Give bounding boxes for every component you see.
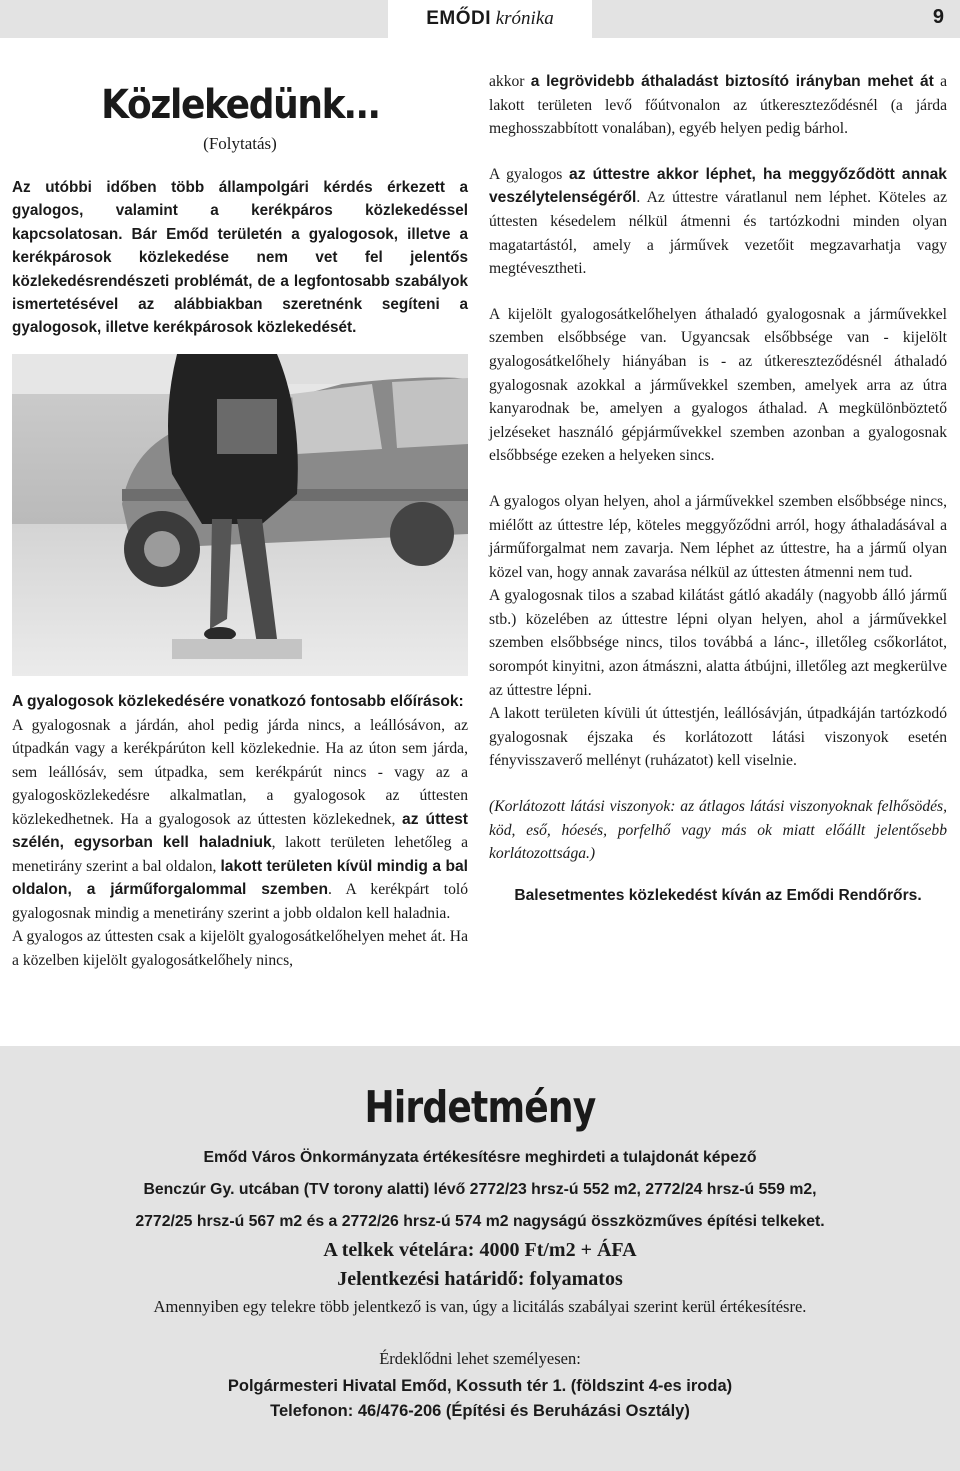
text-run: A gyalogos <box>489 165 570 183</box>
right-paragraph-6: A lakott területen kívüli út úttestjén, leállósávján, útpadkáján tartózkodó gyalogosnak éjszaka és korlátozott látási viszonyok esetén fényvisszaverő mellényt (ruházatot) kell viselnie. <box>489 705 947 770</box>
pedestrian-photo-graphic <box>12 354 468 676</box>
notice-price: A telkek vételára: 4000 Ft/m2 + ÁFA <box>323 1239 637 1261</box>
header-bar-right <box>592 0 960 38</box>
right-paragraph-5: A gyalogosnak tilos a szabad kilátást gátló akadály (nagyobb álló jármű stb.) közelében az úttestre lépni olyan helyen, ahol a járművekkel szemben elsőbbsége nincs, tilos továbbá a lánc-, illetőleg csőkorlátot, sorompót kinyitni, azon átmászni, alatta átbújni, illetőleg azt megkerülve az úttestre lépni. <box>489 587 947 699</box>
pedestrian-photo <box>12 354 468 676</box>
text-run: . A kerékpárt toló gyalogosnak mindig a menetirány szerint a jobb oldalon kell haladnia. <box>12 881 469 922</box>
notice-deadline: Jelentkezési határidő: folyamatos <box>337 1268 623 1290</box>
text-run: akkor <box>489 73 531 90</box>
notice-address: Polgármesteri Hivatal Emőd, Kossuth tér 1. (földszint 4-es iroda) <box>227 1377 733 1395</box>
rules-heading: A gyalogosok közlekedésére vonatkozó fontosabb előírások: <box>12 693 464 710</box>
bold-run: az úttest szélén, egysorban kell haladniuk <box>12 810 468 851</box>
right-paragraph-3: A kijelölt gyalogosátkelőhelyen áthaladó gyalogosnak a járművekkel szemben elsőbbsége van. Ugyancsak elsőbbsége van - kijelölt gyalogosátkelőhely hiányában is - az útkereszteződésnél áthaladó gyalogosnak azokkal a járművekkel szemben, amelyek arra az útra kanyarodnak be, amelyen a gyalogos áthalad. A megkülönböztető jelzéseket használó gépjárművekkel szemben azonban a gyalogosnak elsőbbsége ezeken a helyeken sincs. <box>489 305 947 465</box>
rules-paragraph-2: A gyalogos az úttesten csak a kijelölt gyalogosátkelőhelyen mehet át. Ha a közelben kijelölt gyalogosátkelőhely nincs, <box>12 928 468 969</box>
left-column-body <box>12 690 468 972</box>
right-paragraph-4: A gyalogos olyan helyen, ahol a járművekkel szemben elsőbbsége nincs, miélőtt az úttestre lép, köteles meggyőződni arról, hogy áthaladásával a járműforgalmat nem zavarja. Nem léphet az úttestre, ha a jármű olyan közel van, hogy annak zavarása nélkül az úttesten átmenni nem tud. <box>489 492 947 581</box>
visibility-note: (Korlátozott látási viszonyok: az átlagos látási viszonyoknak felhősödés, köd, eső, hóesés, porfelhő vagy más ok miatt előállt jelentősebb korlátozottsága.) <box>489 798 947 863</box>
bold-run: a legrövidebb áthaladást biztosító irányban mehet át <box>530 73 934 90</box>
notice-inquiry: Érdeklődni lehet személyesen: <box>379 1349 581 1368</box>
article-signature: Balesetmentes közlekedést kíván az Emődi Rendőrőrs. <box>514 886 922 904</box>
notice-line-3: 2772/25 hrsz-ú 567 m2 és a 2772/26 hrsz-ú 574 m2 nagyságú összközműves építési telkeket. <box>135 1213 825 1230</box>
right-paragraph-1 <box>489 70 947 141</box>
text-run: A gyalogosnak a járdán, ahol pedig járda nincs, a leállósávon, az útpadkán vagy a kerékpárúton kell közlekednie. Ha az úton sem járda, sem leállósáv, sem útpadka, sem kerékpárút nincs - vagy az a gyalogosközlekedésre alkalmatlan, a gyalogosok az úttesten közlekedhetnek. Ha a gyalogosok az úttesten közlekednek, <box>12 716 468 828</box>
notice-phone: Telefonon: 46/476-206 (Építési és Beruházási Osztály) <box>270 1402 690 1420</box>
notice-line-2: Benczúr Gy. utcában (TV torony alatti) lévő 2772/23 hrsz-ú 552 m2, 2772/24 hrsz-ú 559 m2, <box>143 1181 817 1198</box>
article-lead: Az utóbbi időben több állampolgári kérdés érkezett a gyalogos, valamint a kerékpáros közlekedéssel kapcsolatosan. Bár Emőd területén a gyalogosok, illetve a kerékpárosok közlekedése nem vet fel jelentős közlekedésrendészeti problémát, de a legfontosabb szabályok ismertetésével az alábbiakban szeretnénk segíteni a gyalogosok, illetve kerékpárosok közlekedését. <box>12 179 468 337</box>
text-run: . Az úttestre váratlanul nem léphet. Köteles az úttesten késedelem nélkül átmenni és tartózkodni minden olyan magatartástól, amely a járművek vezetőit megzavarhatja vagy megtévesztheti. <box>489 189 947 278</box>
brand-name: EMŐDI <box>426 8 491 29</box>
notice-auction-rule: Amennyiben egy telekre több jelentkező is van, úgy a licitálás szabályai szerint kerül értékesítésre. <box>153 1297 807 1316</box>
notice-title: Hirdetmény <box>364 1082 596 1133</box>
left-column-top <box>12 64 468 340</box>
page-header <box>0 0 960 40</box>
publication-title <box>388 8 592 30</box>
article-subtitle: (Folytatás) <box>203 134 277 153</box>
right-paragraph-2 <box>489 163 947 281</box>
bold-run: lakott területen kívül mindig a bal oldalon, a járműforgalommal szemben <box>12 857 469 898</box>
header-bar-left <box>0 0 388 38</box>
right-column <box>489 70 947 907</box>
notice-box <box>0 1046 960 1471</box>
text-run: , lakott területen lehetőleg a menetirány szerint a bal oldalon, <box>12 834 468 875</box>
brand-subtitle: krónika <box>495 8 554 29</box>
bold-run: az úttestre akkor léphet, ha meggyőződött annak veszélytelenségéről <box>489 165 947 207</box>
rules-paragraph-1 <box>12 714 468 926</box>
article-title: Közlekedünk… <box>101 82 379 128</box>
page-number: 9 <box>932 6 944 28</box>
notice-line-1: Emőd Város Önkormányzata értékesítésre meghirdeti a tulajdonát képező <box>203 1149 757 1166</box>
text-run: a lakott területen levő főútvonalon az útkereszteződésnél (a járda meghosszabbított vonalában), egyéb helyen pedig bárhol. <box>489 73 948 138</box>
